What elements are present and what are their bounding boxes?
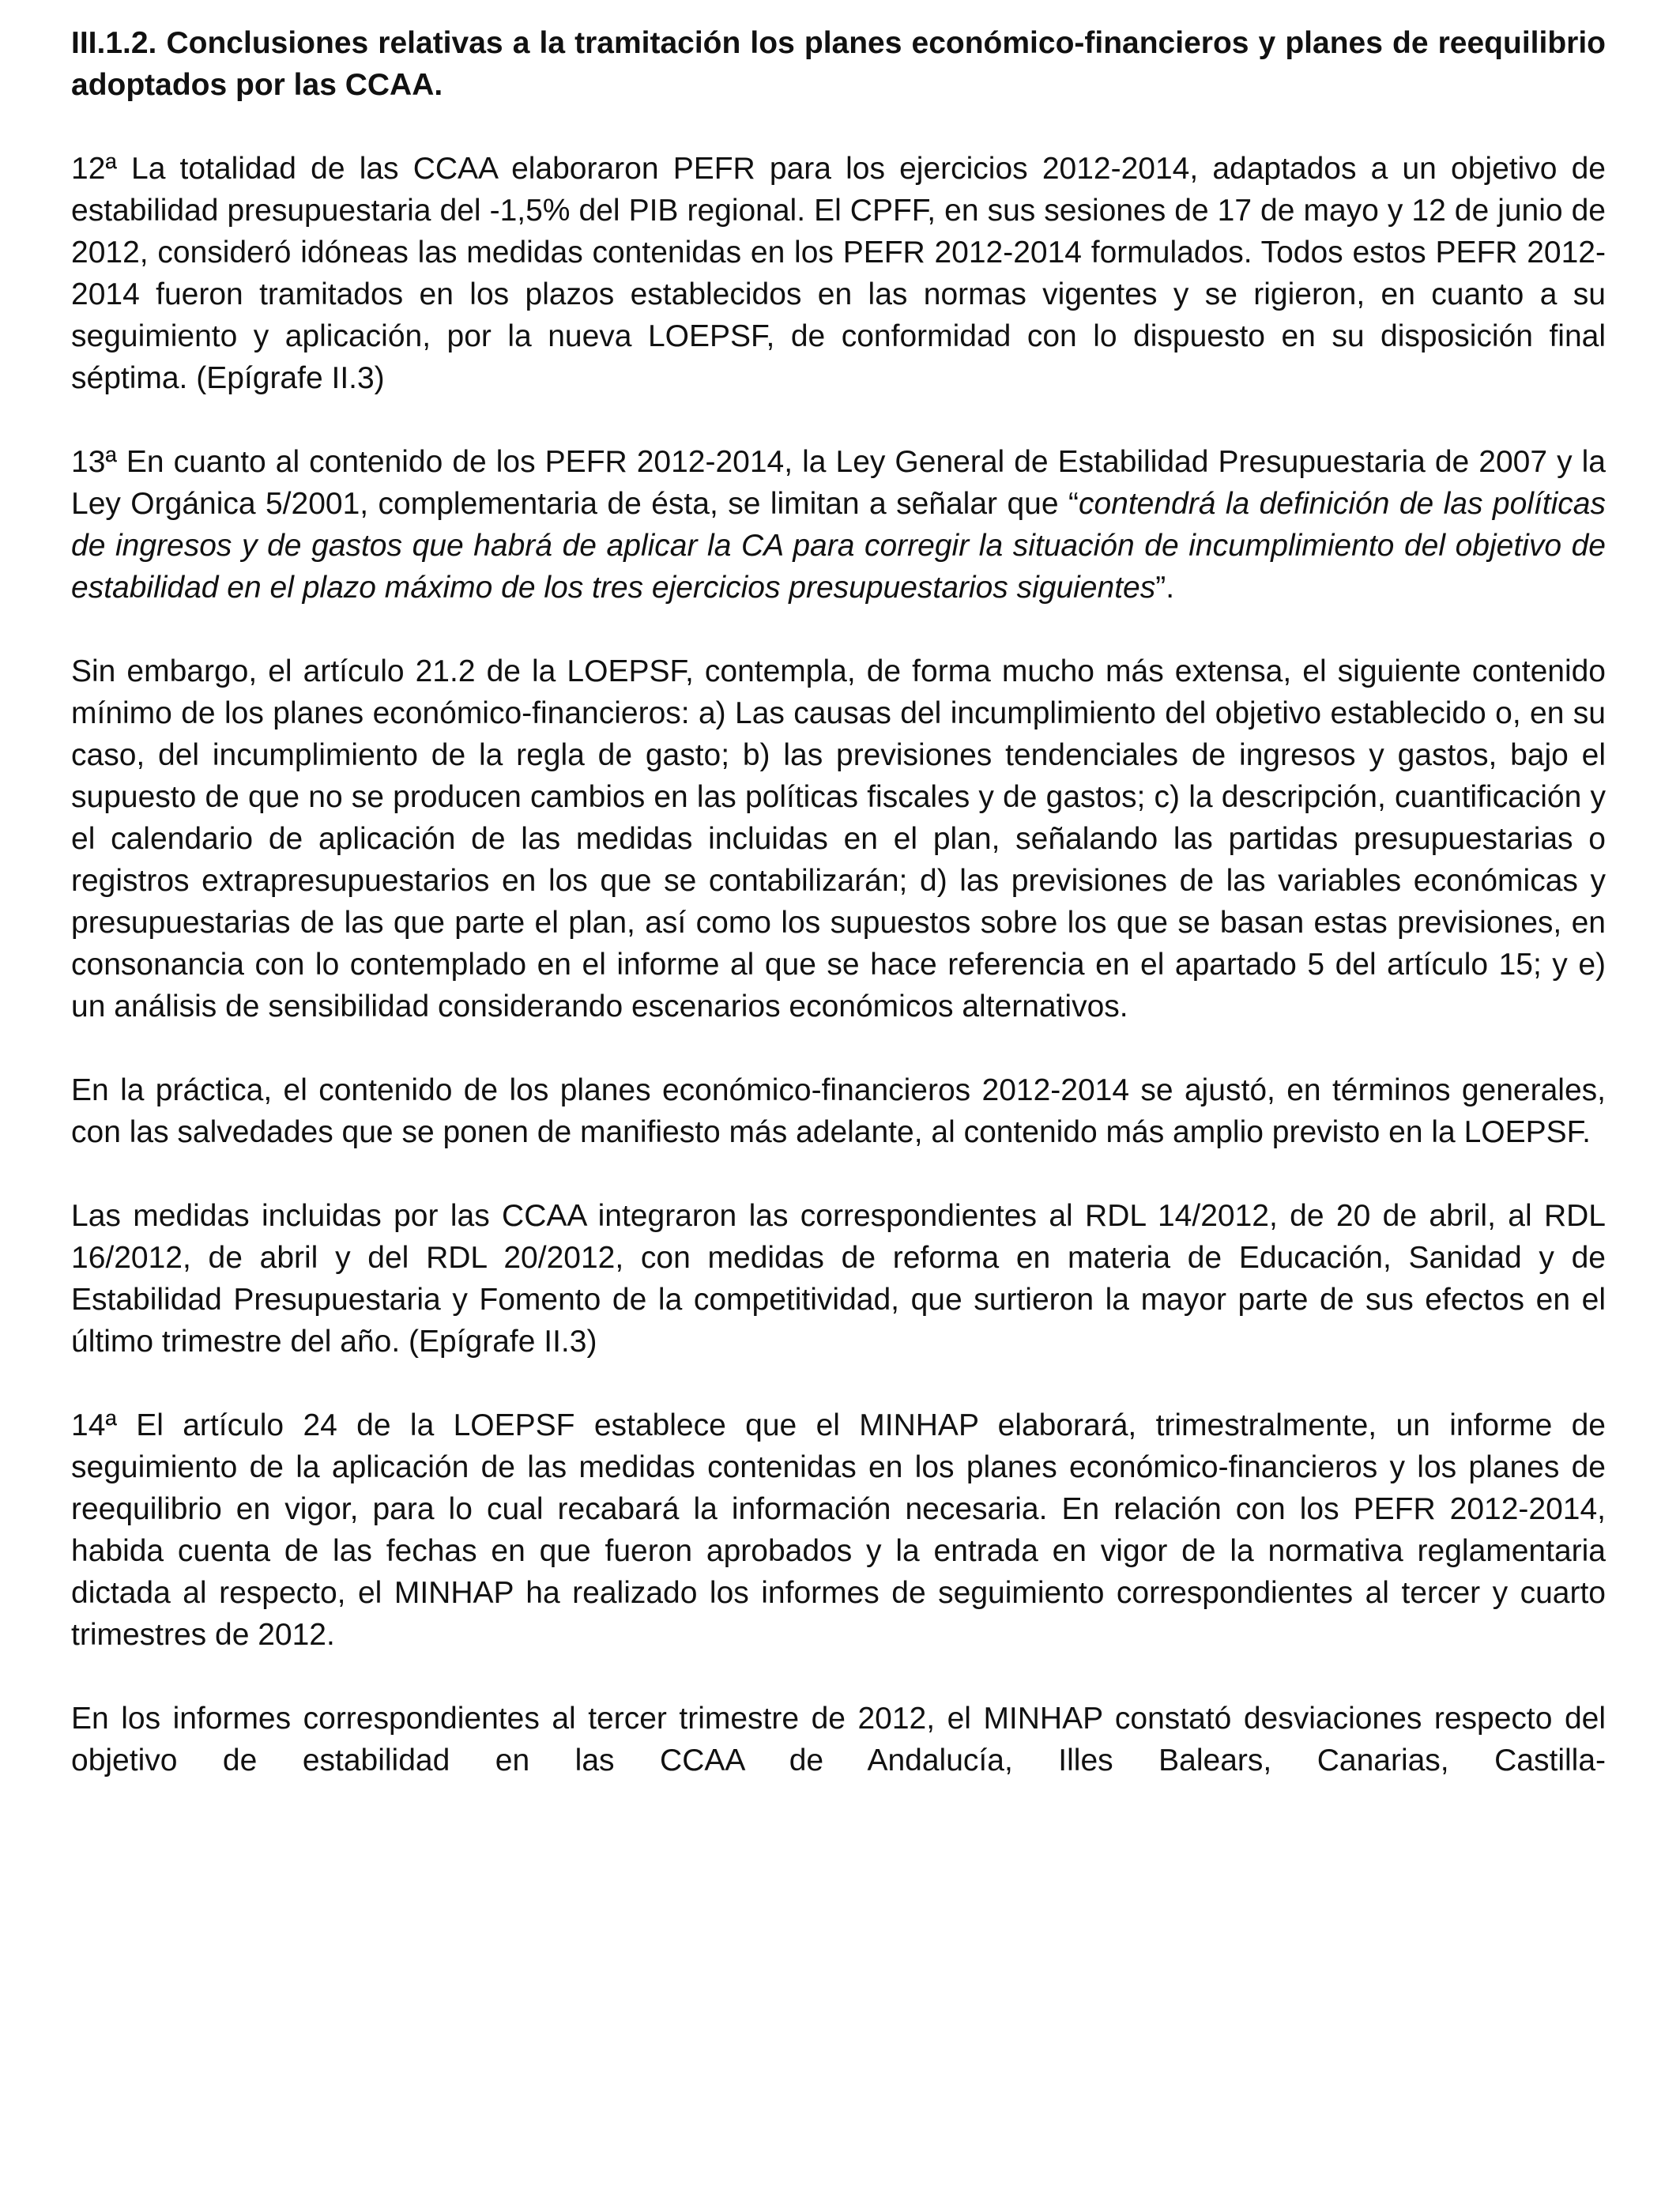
paragraph-informes: En los informes correspondientes al tercer trimestre de 2012, el MINHAP constató desviaciones respecto del objetivo de estabilidad en las CCAA de Andalucía, Illes Balears, Canarias, Castilla-: [71, 1702, 1606, 1777]
section-heading: III.1.2. Conclusiones relativas a la tramitación los planes económico-financieros y planes de reequilibrio adoptados por las CCAA.: [71, 26, 1606, 102]
conclusion-quote-13: contendrá la definición de las políticas de ingresos y de gastos que habrá de aplicar la CA para corregir la situación de incumplimiento del objetivo de estabilidad en el plazo máximo de los tres ejercicios presupuestarios siguientes: [71, 487, 1606, 605]
conclusion-quote-end-13: ”.: [1155, 571, 1175, 605]
conclusion-12: [71, 148, 1606, 399]
conclusion-number-12: 12ª: [71, 152, 117, 186]
conclusion-13: [71, 441, 1606, 609]
conclusion-text-13: En cuanto al contenido de los PEFR 2012-2014, la Ley General de Estabilidad Presupuestaria de 2007 y la Ley Orgánica 5/2001, complementaria de ésta, se limitan a señalar que “: [71, 445, 1606, 521]
conclusion-text-14: El artículo 24 de la LOEPSF establece que el MINHAP elaborará, trimestralmente, un informe de seguimiento de la aplicación de las medidas contenidas en los planes económico-financieros y los planes de reequilibrio en vigor, para lo cual recabará la información necesaria. En relación con los PEFR 2012-2014, habida cuenta de las fechas en que fueron aprobados y la entrada en vigor de la normativa reglamentaria dictada al respecto, el MINHAP ha realizado los informes de seguimiento correspondientes al tercer y cuarto trimestres de 2012.: [71, 1408, 1606, 1652]
paragraph-practica: En la práctica, el contenido de los planes económico-financieros 2012-2014 se ajustó, en términos generales, con las salvedades que se ponen de manifiesto más adelante, al contenido más amplio previsto en la LOEPSF.: [71, 1073, 1606, 1149]
conclusion-14: [71, 1404, 1606, 1656]
document-page: [71, 22, 1606, 1823]
paragraph-medidas: Las medidas incluidas por las CCAA integraron las correspondientes al RDL 14/2012, de 20 de abril, al RDL 16/2012, de abril y del RDL 20/2012, con medidas de reforma en materia de Educación, Sanidad y de Estabilidad Presupuestaria y Fomento de la competitividad, que surtieron la mayor parte de sus efectos en el último trimestre del año. (Epígrafe II.3): [71, 1199, 1606, 1359]
paragraph-articulo-21: Sin embargo, el artículo 21.2 de la LOEPSF, contempla, de forma mucho más extensa, el siguiente contenido mínimo de los planes económico-financieros: a) Las causas del incumplimiento del objetivo establecido o, en su caso, del incumplimiento de la regla de gasto; b) las previsiones tendenciales de ingresos y gastos, bajo el supuesto de que no se producen cambios en las políticas fiscales y de gastos; c) la descripción, cuantificación y el calendario de aplicación de las medidas incluidas en el plan, señalando las partidas presupuestarias o registros extrapresupuestarios en los que se contabilizarán; d) las previsiones de las variables económicas y presupuestarias de las que parte el plan, así como los supuestos sobre los que se basan estas previsiones, en consonancia con lo contemplado en el informe al que se hace referencia en el apartado 5 del artículo 15; y e) un análisis de sensibilidad considerando escenarios económicos alternativos.: [71, 654, 1606, 1023]
conclusion-text-12: La totalidad de las CCAA elaboraron PEFR para los ejercicios 2012-2014, adaptados a un objetivo de estabilidad presupuestaria del -1,5% del PIB regional. El CPFF, en sus sesiones de 17 de mayo y 12 de junio de 2012, consideró idóneas las medidas contenidas en los PEFR 2012-2014 formulados. Todos estos PEFR 2012-2014 fueron tramitados en los plazos establecidos en las normas vigentes y se rigieron, en cuanto a su seguimiento y aplicación, por la nueva LOEPSF, de conformidad con lo dispuesto en su disposición final séptima. (Epígrafe II.3): [71, 152, 1607, 395]
conclusion-number-14: 14ª: [71, 1408, 117, 1442]
conclusion-number-13: 13ª: [71, 445, 117, 479]
